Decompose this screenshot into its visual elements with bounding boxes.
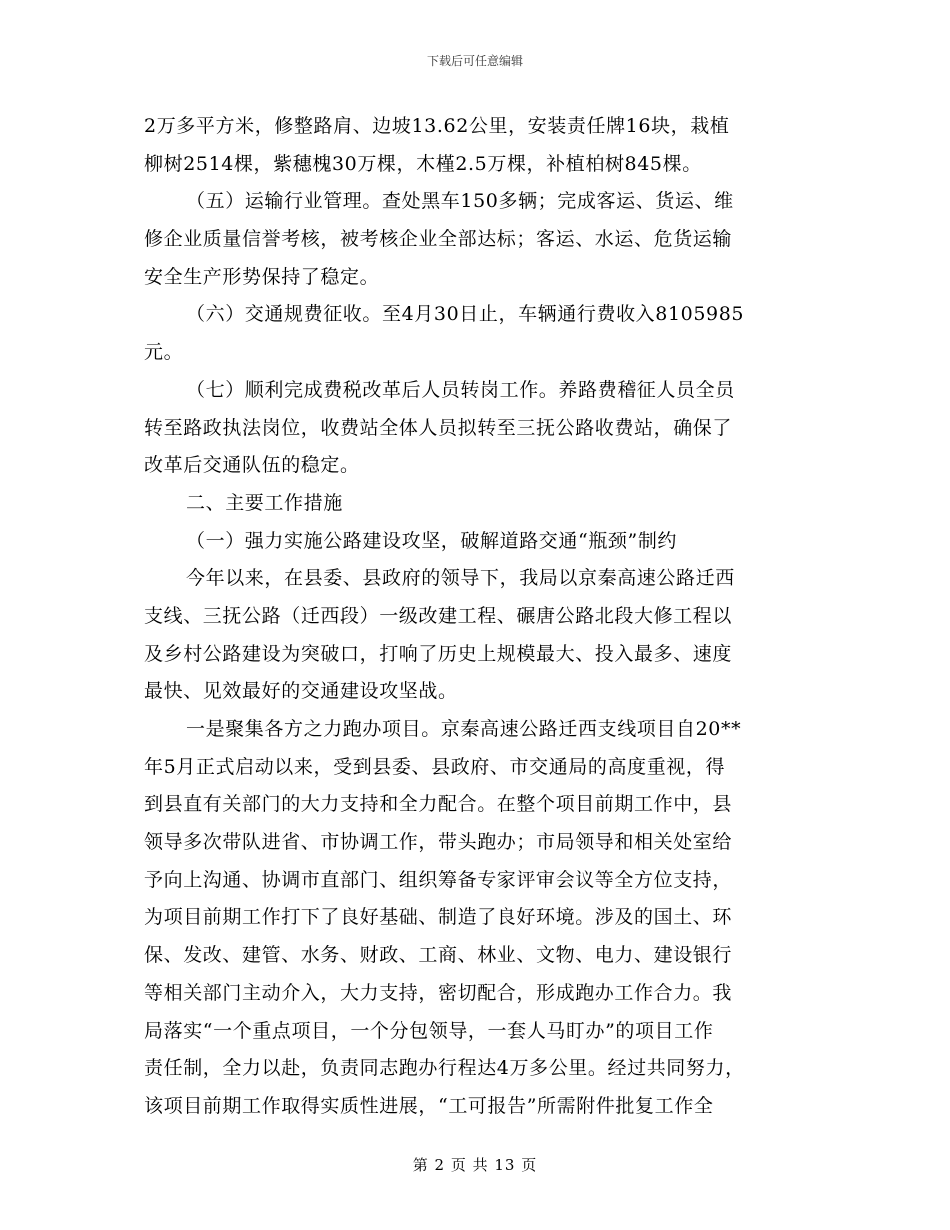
- section-heading: 二、主要工作措施: [186, 491, 343, 514]
- text-line: 及乡村公路建设为突破口，打响了历史上规模最大、投入最多、速度: [144, 642, 733, 665]
- text-line: 修企业质量信誉考核，被考核企业全部达标；客运、水运、危货运输: [144, 228, 733, 251]
- text-line: 元。: [144, 341, 184, 364]
- paragraph-start: 一是聚集各方之力跑办项目。京秦高速公路迁西支线项目自20**: [186, 718, 742, 740]
- text-line: 安全生产形势保持了稳定。: [144, 265, 380, 288]
- page-header: 下载后可任意编辑: [426, 54, 523, 68]
- text-line: 转至路政执法岗位，收费站全体人员拟转至三抚公路收费站，确保了: [144, 416, 733, 439]
- text-line: 领导多次带队进省、市协调工作，带头跑办；市局领导和相关处室给: [144, 831, 733, 854]
- text-line: 年5月正式启动以来，受到县委、县政府、市交通局的高度重视，得: [144, 755, 726, 778]
- text-line: 柳树2514棵，紫穗槐30万棵，木槿2.5万棵，补植柏树845棵。: [144, 152, 702, 175]
- text-line: 改革后交通队伍的稳定。: [144, 454, 360, 477]
- text-line: 责任制，全力以赴，负责同志跑办行程达4万多公里。经过共同努力，: [144, 1057, 745, 1080]
- paragraph-start: （六）交通规费征收。至4月30日止，车辆通行费收入8105985: [186, 303, 745, 326]
- text-line: 到县直有关部门的大力支持和全力配合。在整个项目前期工作中，县: [144, 793, 733, 816]
- text-line: 局落实“一个重点项目，一个分包领导，一套人马盯办”的项目工作: [144, 1019, 714, 1042]
- paragraph-start: 今年以来，在县委、县政府的领导下，我局以京秦高速公路迁西: [186, 567, 735, 590]
- paragraph-start: （五）运输行业管理。查处黑车150多辆；完成客运、货运、维: [186, 190, 734, 213]
- text-line: 予向上沟通、协调市直部门、组织筹备专家评审会议等全方位支持，: [144, 868, 733, 891]
- text-line: 为项目前期工作打下了良好基础、制造了良好环境。涉及的国土、环: [144, 906, 733, 929]
- text-line: 等相关部门主动介入，大力支持，密切配合，形成跑办工作合力。我: [144, 981, 733, 1004]
- text-line: 支线、三抚公路（迁西段）一级改建工程、碾唐公路北段大修工程以: [144, 604, 733, 627]
- text-line: 该项目前期工作取得实质性进展，“工可报告”所需附件批复工作全: [144, 1094, 714, 1117]
- text-line: 2万多平方米，修整路肩、边坡13.62公里，安装责任牌16块，栽植: [144, 115, 730, 137]
- text-line: 保、发改、建管、水务、财政、工商、林业、文物、电力、建设银行: [144, 944, 733, 967]
- text-line: 最快、见效最好的交通建设攻坚战。: [144, 680, 458, 703]
- page-footer: 第 2 页 共 13 页: [412, 1156, 538, 1174]
- document-body: [144, 108, 804, 1126]
- subsection-heading: （一）强力实施公路建设攻坚，破解道路交通“瓶颈”制约: [186, 529, 678, 552]
- paragraph-start: （七）顺利完成费税改革后人员转岗工作。养路费稽征人员全员: [186, 378, 735, 401]
